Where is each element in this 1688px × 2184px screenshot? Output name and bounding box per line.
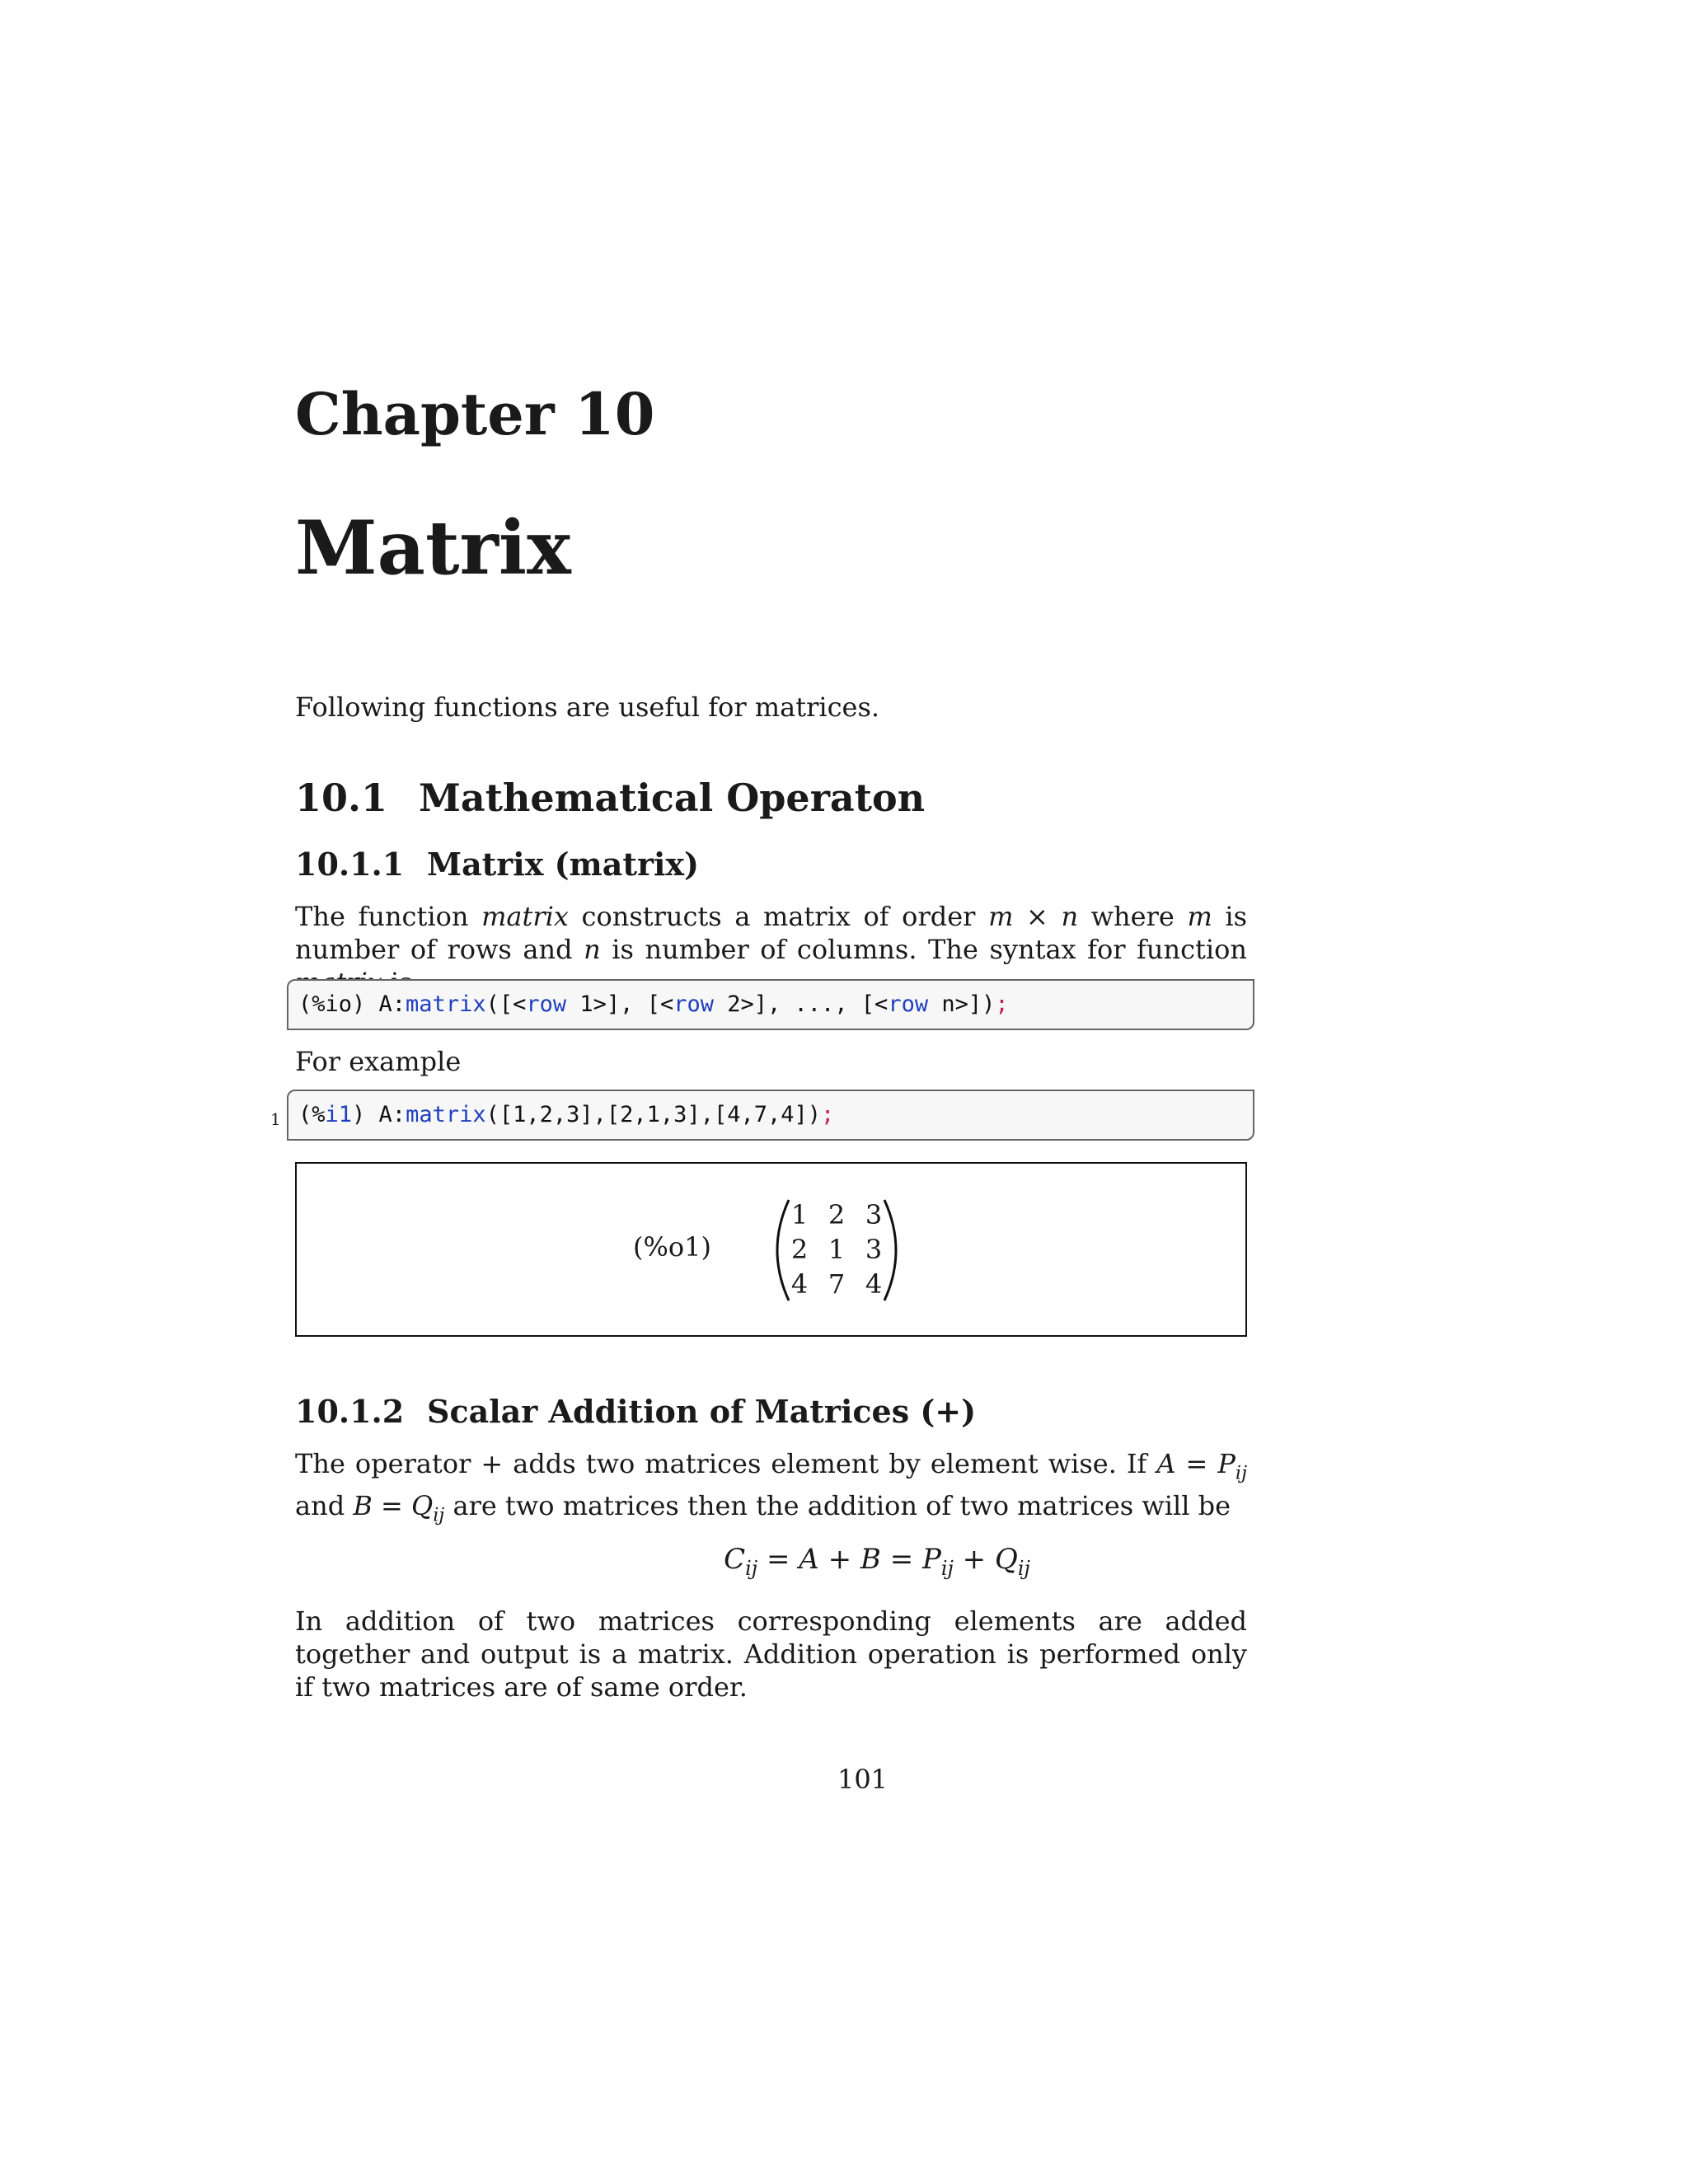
chapter-title: Matrix [295,504,571,592]
subsection-title: Matrix (matrix) [427,846,700,883]
subsection-number: 10.1.2 [295,1393,405,1430]
example-code-block [287,1090,1254,1141]
matrix-description-paragraph: The function matrix constructs a matrix of order m × n where m is number of rows and n is number of columns. The syntax for function [295,901,1248,965]
example-code-line: (%i1) A:matrix([1,2,3],[2,1,3],[4,7,4]); [298,1102,835,1127]
page-number: 101 [837,1764,889,1795]
addition-equation: $C_{ij} = A + B = P_{ij} + Q_{ij}$ [724,1543,1030,1580]
matrix-cell: 3 [865,1234,883,1265]
subsection-heading-10-1-1 [295,846,700,883]
code-line-number: 1 [270,1109,281,1129]
addition-description-paragraph: The operator + adds two matrices element by element wise. If $A = P_{ij}$ and $B = Q_{ij}$ are two matrices then the addition of two matrices will be [295,1448,1248,1526]
subsection-title: Scalar Addition of Matrices (+) [427,1393,977,1430]
matrix-cell: 2 [790,1234,809,1265]
subsection-number: 10.1.1 [295,846,405,883]
chapter-label: Chapter 10 [295,380,655,448]
output-matrix [771,1197,903,1304]
addition-explanation-paragraph: In addition of two matrices corresponding elements are added together and output is a matrix. Addition operation is performed only if two matrices are of same order. [295,1605,1247,1703]
matrix-cell: 4 [790,1268,809,1300]
subsection-heading-10-1-2 [295,1393,977,1430]
matrix-cell: 7 [828,1268,846,1300]
matrix-cell: 3 [865,1199,883,1230]
section-title: Mathematical Operaton [419,776,926,820]
output-label: (%o1) [633,1231,711,1263]
matrix-cell: 2 [828,1199,846,1230]
matrix-cell: 4 [865,1268,883,1300]
syntax-code-line: (%io) A:matrix([<row 1>], [<row 2>], ..., [<row n>]); [298,991,1009,1017]
syntax-code-block [287,979,1254,1030]
matrix-cell: 1 [828,1234,846,1265]
section-heading-10-1 [295,776,926,820]
example-label: For example [295,1046,462,1077]
output-box [295,1162,1247,1337]
section-number: 10.1 [295,776,388,820]
intro-paragraph: Following functions are useful for matrices. [295,691,880,723]
matrix-cell: 1 [790,1199,809,1230]
